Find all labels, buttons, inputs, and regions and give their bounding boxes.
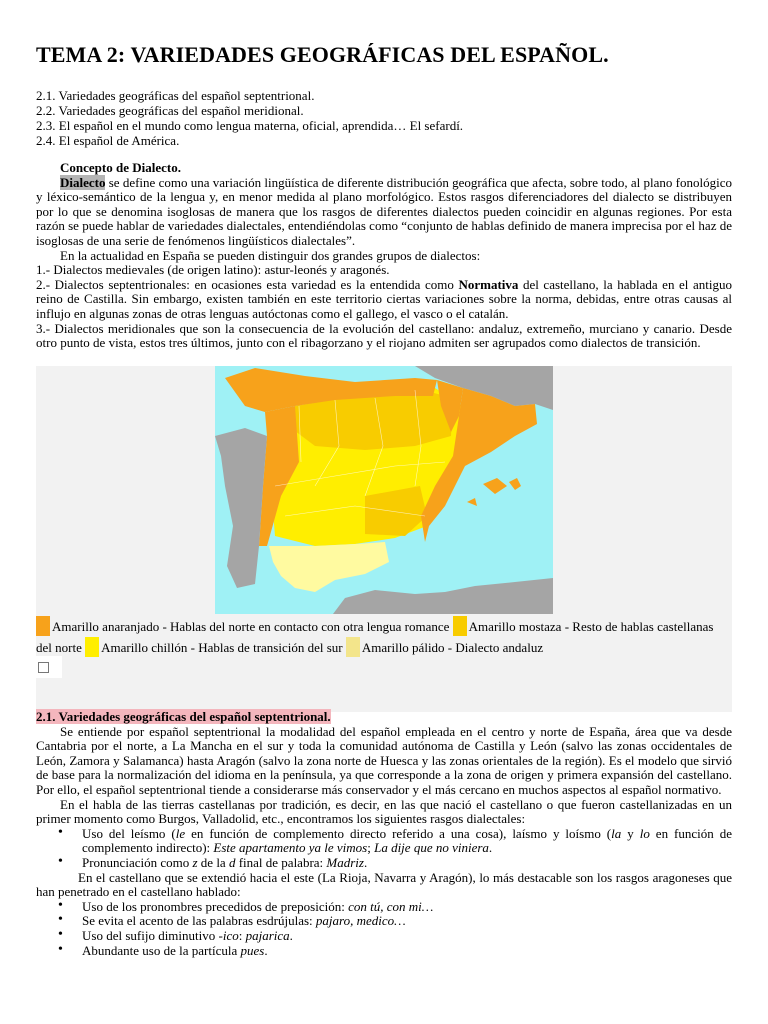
- concept-definition: Dialecto se define como una variación lingüística de diferente distribución geográfica que afecta, sobre todo, al plano fonológico y léxico-semántico de la lengua y, en menor medida al plano morfológico. Estos rasgos diferenciadores del dialecto se distribuyen por lo que se denomina isoglosas de manera que los rasgos de diferentes dialectos pueden coincidir en algunas regiones. Por esta razón se puede hablar de variedades dialectales, entendiéndolas como “conjunto de hablas definido de manera imprecisa por el haz de isoglosas de una serie de fenómenos lingüísticos dialectales”.: [36, 174, 732, 248]
- dialect-item-1: 1.- Dialectos medievales (de origen latino): astur-leonés y aragonés.: [36, 262, 390, 278]
- concept-intro: En la actualidad en España se pueden distinguir dos grandes grupos de dialectos:: [60, 247, 481, 263]
- legend-swatch-bright: [85, 637, 99, 657]
- map-legend: [36, 616, 732, 658]
- list-item: • Uso del sufijo diminutivo -ico: pajarica.: [36, 929, 732, 944]
- list-item: • Se evita el acento de las palabras esdrújulas: pajaro, medico…: [36, 914, 732, 929]
- dialecto-term: Dialecto: [60, 174, 106, 190]
- paragraph-1: Se entiende por español septentrional la modalidad del español empleada en el centro y norte de España, área que va desde Cantabria por el norte, a La Mancha en el sur y toda la comunidad autónoma de Castilla y León (salvo las zonas occidentales de León, Zamora y Salamanca) hasta Aragón (salvo la zona norte de Huesca y las zonas orientales de la región). Es el modelo que sirvió de base para la normalización del idioma en la península, ya que corresponde a la zona de origen y primera expansión del castellano. Por ello, el español septentrional tiende a considerarse más conservador y el más cercano en muchos aspectos al español normativo.: [36, 723, 732, 797]
- paragraph-3: En el castellano que se extendió hacia el este (La Rioja, Navarra y Aragón), lo más destacable son los rasgos aragoneses que han penetrado en el castellano hablado:: [36, 869, 732, 900]
- bullet-list-2: [36, 900, 732, 958]
- legend-label: Amarillo pálido - Dialecto andaluz: [361, 640, 544, 655]
- checkbox-icon[interactable]: [38, 662, 49, 673]
- legend-label: Amarillo chillón - Hablas de transición del sur: [101, 640, 343, 655]
- dialect-item-3: 3.- Dialectos meridionales que son la consecuencia de la evolución del castellano: andaluz, extremeño, murciano y canario. Desde otro punto de vista, estos tres últimos, junto con el ribagorzano y el riojano admiten ser agrupados como dialectos de transición.: [36, 320, 732, 351]
- table-of-contents: [36, 88, 463, 148]
- concept-section: [36, 161, 732, 351]
- spain-dialect-map: [215, 366, 553, 614]
- concept-heading: Concepto de Dialecto.: [60, 160, 181, 175]
- list-item: • Abundante uso de la partícula pues.: [36, 944, 732, 959]
- page-title: TEMA 2: VARIEDADES GEOGRÁFICAS DEL ESPAÑOL.: [36, 42, 609, 67]
- map-figure: [36, 366, 732, 712]
- legend-label: Amarillo anaranjado - Hablas del norte en contacto con otra lengua romance: [52, 619, 450, 634]
- toc-item: 2.3. El español en el mundo como lengua materna, oficial, aprendida… El sefardí.: [36, 118, 464, 133]
- paragraph-2: En el habla de las tierras castellanas por tradición, es decir, en las que nació el castellano o que fueron castellanizadas en un primer momento como Burgos, Valladolid, etc., encontramos los siguientes rasgos dialectales:: [36, 796, 732, 827]
- section-heading: 2.1. Variedades geográficas del español septentrional.: [36, 709, 331, 724]
- bullet-list-1: [36, 827, 732, 871]
- list-item: • Pronunciación como z de la d final de palabra: Madriz.: [36, 856, 732, 871]
- legend-swatch-mustard: [453, 616, 467, 636]
- list-item: • Uso del leísmo (le en función de complemento directo referido a una cosa), laísmo y loísmo (la y lo en función de complemento indirecto): Este apartamento ya le vimos; La dije que no viniera.: [36, 827, 732, 856]
- toc-item: 2.1. Variedades geográficas del español septentrional.: [36, 88, 315, 103]
- dialect-item-2: 2.- Dialectos septentrionales: en ocasiones esta variedad es la entendida como Normativa del castellano, la hablada en el antiguo reino de Castilla. Sin embargo, existen también en este territorio ciertas variaciones sobre la norma, debidas, entre otras causas al influjo en algunas zonas de otras lenguas autóctonas como el gallego, el vasco o el catalán.: [36, 276, 732, 321]
- toc-item: 2.4. El español de América.: [36, 133, 180, 148]
- toc-item: 2.2. Variedades geográficas del español meridional.: [36, 103, 304, 118]
- legend-swatch-pale: [346, 637, 360, 657]
- legend-swatch-orange: [36, 616, 50, 636]
- section-2-1: [36, 710, 732, 958]
- legend-label: Amarillo mostaza - Resto de hablas castellanas del norte: [36, 619, 714, 655]
- list-item: • Uso de los pronombres precedidos de preposición: con tú, con mi…: [36, 900, 732, 915]
